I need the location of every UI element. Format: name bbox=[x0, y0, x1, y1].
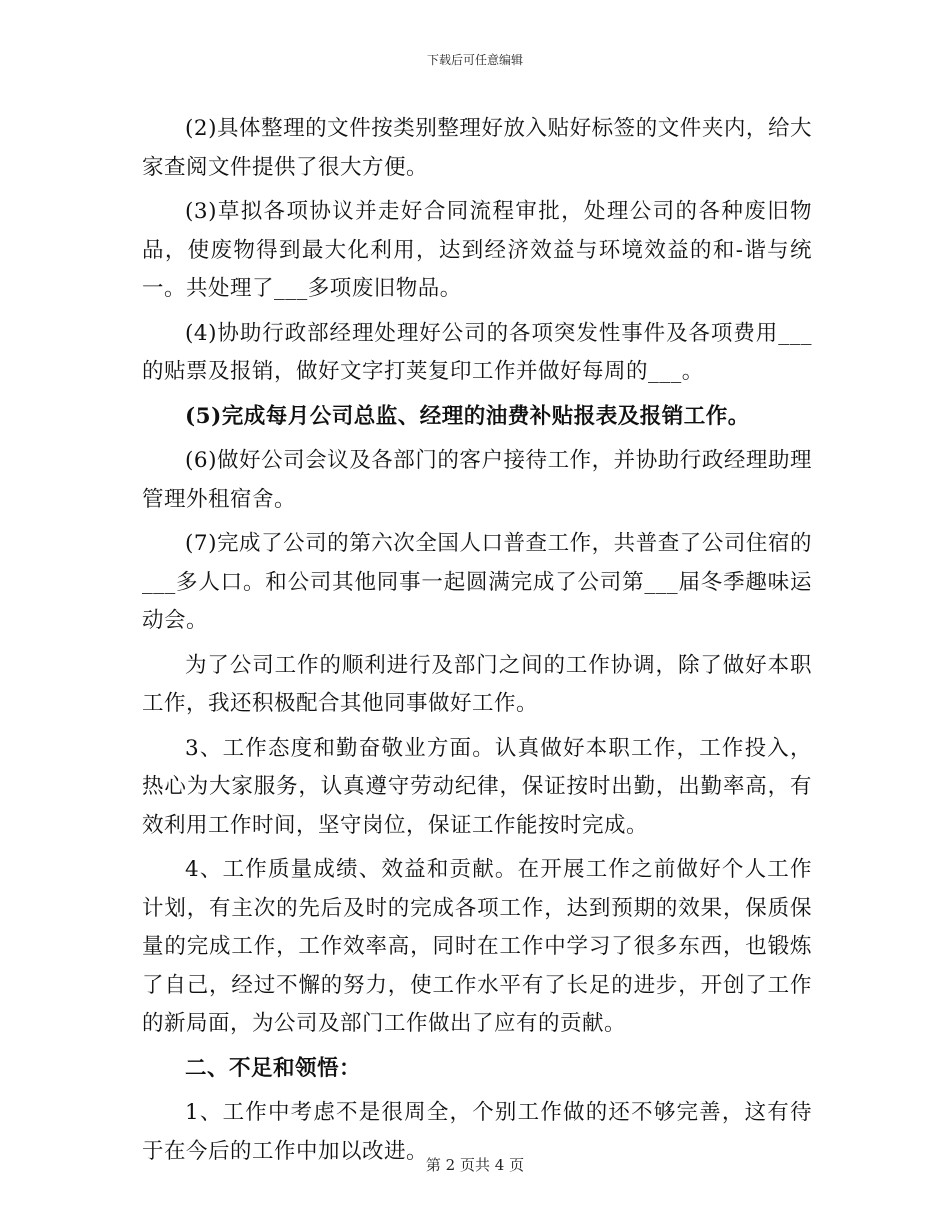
page-header: 下载后可任意编辑 bbox=[426, 53, 523, 67]
paragraph-work-quality: 4、工作质量成绩、效益和贡献。在开展工作之前做好个人工作计划，有主次的先后及时的完成各项工作，达到预期的效果，保质保量的完成工作，工作效率高，同时在工作中学习了很多东西，也锻炼了自己，经过不懈的努力，使工作水平有了长足的进步，开创了工作的新局面，为公司及部门工作做出了应有的贡献。 bbox=[142, 857, 812, 1036]
paragraph-coordination: 为了公司工作的顺利进行及部门之间的工作协调，除了做好本职工作，我还积极配合其他同事做好工作。 bbox=[142, 652, 812, 716]
paragraph-shortcoming-1: 1、工作中考虑不是很周全，个别工作做的还不够完善，这有待于在今后的工作中加以改进。 bbox=[142, 1100, 812, 1164]
paragraph-work-attitude: 3、工作态度和勤奋敬业方面。认真做好本职工作，工作投入，热心为大家服务，认真遵守劳动纪律，保证按时出勤，出勤率高，有效利用工作时间，坚守岗位，保证工作能按时完成。 bbox=[142, 735, 812, 838]
paragraph-item-7: (7)完成了公司的第六次全国人口普查工作，共普查了公司住宿的___多人口。和公司其他同事一起圆满完成了公司第___届冬季趣味运动会。 bbox=[142, 531, 812, 633]
paragraph-item-6: (6)做好公司会议及各部门的客户接待工作，并协助行政经理助理管理外租宿舍。 bbox=[142, 448, 812, 512]
paragraph-item-5: (5)完成每月公司总监、经理的油费补贴报表及报销工作。 bbox=[185, 403, 750, 429]
paragraph-item-4: (4)协助行政部经理处理好公司的各项突发性事件及各项费用___的贴票及报销，做好文字打荚复印工作并做好每周的___。 bbox=[142, 320, 812, 384]
paragraph-item-2: (2)具体整理的文件按类别整理好放入贴好标签的文件夹内，给大家查阅文件提供了很大方便。 bbox=[142, 116, 812, 180]
document-body bbox=[142, 110, 812, 1177]
section-heading-shortcomings: 二、不足和领悟： bbox=[185, 1055, 362, 1081]
paragraph-item-3: (3)草拟各项协议并走好合同流程审批，处理公司的各种废旧物品，使废物得到最大化利用，达到经济效益与环境效益的和-谐与统一。共处理了___多项废旧物品。 bbox=[142, 199, 812, 301]
page-footer: 第 2 页共 4 页 bbox=[425, 1156, 525, 1174]
